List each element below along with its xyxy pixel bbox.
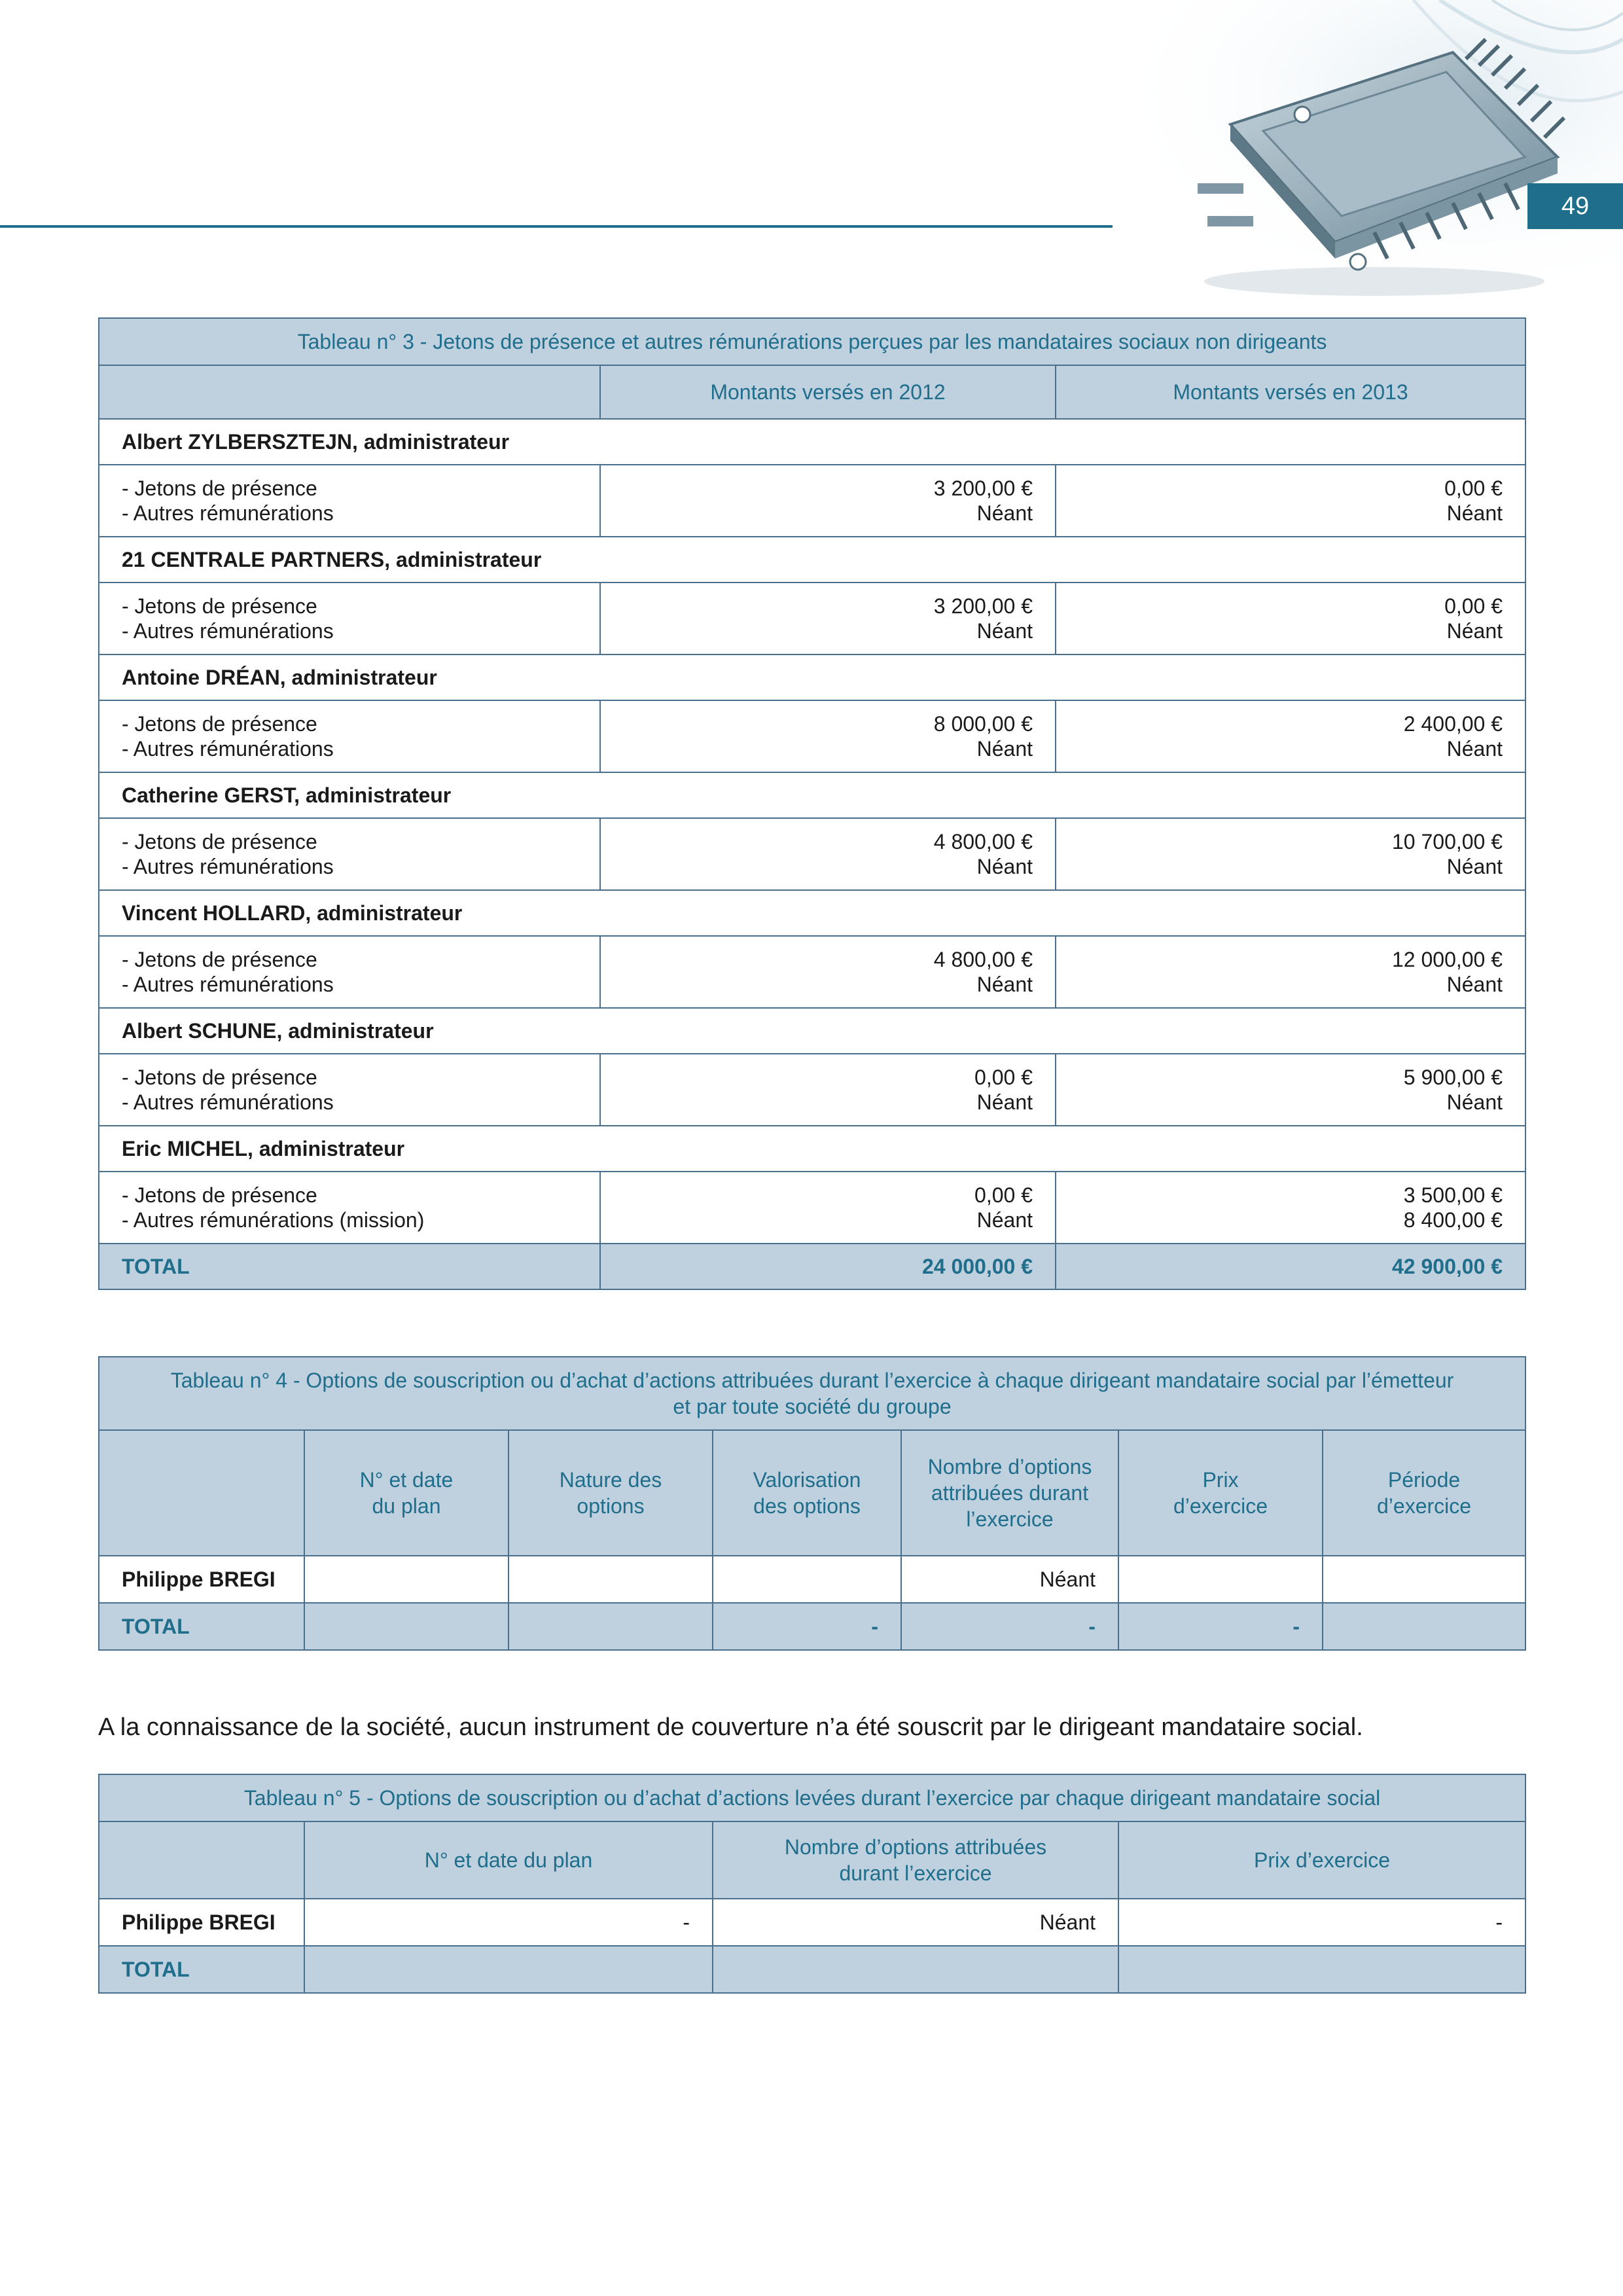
label-jetons: - Jetons de présence bbox=[122, 830, 317, 853]
table-4-header-prix: Prix d’exercice bbox=[1118, 1430, 1323, 1556]
label-autres: - Autres rémunérations (mission) bbox=[122, 1208, 425, 1232]
amount-2013-jetons: 2 400,00 € bbox=[1403, 712, 1503, 736]
amount-2013-jetons: 0,00 € bbox=[1444, 594, 1503, 618]
table-4-header-plan: N° et date du plan bbox=[304, 1430, 508, 1556]
table-5-header-plan: N° et date du plan bbox=[304, 1821, 713, 1899]
amount-2012-autres: Néant bbox=[976, 855, 1033, 878]
amount-2013-autres: 8 400,00 € bbox=[1403, 1208, 1503, 1232]
director-name: Antoine DRÉAN, administrateur bbox=[99, 655, 1525, 700]
amount-2012-autres: Néant bbox=[976, 737, 1033, 761]
table-3 bbox=[98, 317, 1526, 1290]
table-4-header-nombre: Nombre d’options attribuées durant l’exercice bbox=[901, 1430, 1118, 1556]
table-3-header-2013: Montants versés en 2013 bbox=[1056, 365, 1525, 419]
amount-2013-jetons: 5 900,00 € bbox=[1403, 1066, 1503, 1089]
amounts-2012 bbox=[600, 818, 1056, 890]
table-3-total-2013: 42 900,00 € bbox=[1056, 1244, 1525, 1289]
table-5-header-prix: Prix d’exercice bbox=[1118, 1821, 1525, 1899]
component-illustration bbox=[1099, 0, 1623, 308]
table-4-total-label: TOTAL bbox=[99, 1603, 304, 1650]
label-autres: - Autres rémunérations bbox=[122, 973, 334, 996]
table-row bbox=[99, 537, 1525, 583]
amount-2012-autres: Néant bbox=[976, 1208, 1033, 1232]
table-3-caption: Tableau n° 3 - Jetons de présence et autres rémunérations perçues par les mandataires sociaux non dirigeants bbox=[99, 318, 1525, 365]
amount-2012-jetons: 3 200,00 € bbox=[933, 594, 1033, 618]
table-4-row-name: Philippe BREGI bbox=[99, 1556, 304, 1603]
table-5-header-empty bbox=[99, 1821, 304, 1899]
header-rule bbox=[0, 225, 1113, 228]
amounts-2012 bbox=[600, 583, 1056, 655]
table-row bbox=[99, 655, 1525, 700]
amounts-2013 bbox=[1056, 583, 1525, 655]
label-jetons: - Jetons de présence bbox=[122, 1183, 317, 1207]
table-3-header-empty bbox=[99, 365, 600, 419]
table-4-caption-line-2: et par toute société du groupe bbox=[673, 1395, 952, 1418]
table-row bbox=[99, 772, 1525, 818]
table-4-total-prix: - bbox=[1118, 1603, 1323, 1650]
table-3-header-2012: Montants versés en 2012 bbox=[600, 365, 1056, 419]
table-3-total-label: TOTAL bbox=[99, 1244, 600, 1289]
amount-2013-autres: Néant bbox=[1446, 619, 1503, 643]
label-autres: - Autres rémunérations bbox=[122, 501, 334, 525]
amount-2013-jetons: 0,00 € bbox=[1444, 476, 1503, 500]
label-jetons: - Jetons de présence bbox=[122, 1066, 317, 1089]
table-row bbox=[99, 1126, 1525, 1172]
table-4-header-nature: Nature des options bbox=[508, 1430, 713, 1556]
table-5-header-nombre: Nombre d’options attribuées durant l’exercice bbox=[713, 1821, 1118, 1899]
label-autres: - Autres rémunérations bbox=[122, 619, 334, 643]
table-row bbox=[99, 936, 1525, 1008]
amount-2012-jetons: 4 800,00 € bbox=[933, 948, 1033, 971]
table-4-row-value: Néant bbox=[901, 1556, 1118, 1603]
table-row bbox=[99, 818, 1525, 890]
table-row bbox=[99, 1054, 1525, 1126]
remuneration-labels bbox=[99, 818, 600, 890]
amounts-2013 bbox=[1056, 1172, 1525, 1244]
table-4-total-nombre: - bbox=[901, 1603, 1118, 1650]
amount-2012-autres: Néant bbox=[976, 973, 1033, 996]
remuneration-labels bbox=[99, 936, 600, 1008]
label-autres: - Autres rémunérations bbox=[122, 737, 334, 761]
table-4-header-valorisation: Valorisation des options bbox=[713, 1430, 901, 1556]
amount-2012-jetons: 0,00 € bbox=[974, 1183, 1033, 1207]
amount-2012-jetons: 0,00 € bbox=[974, 1066, 1033, 1089]
table-row bbox=[99, 890, 1525, 936]
amount-2013-autres: Néant bbox=[1446, 855, 1503, 878]
label-jetons: - Jetons de présence bbox=[122, 712, 317, 736]
table-row bbox=[99, 583, 1525, 655]
remuneration-labels bbox=[99, 465, 600, 537]
director-name: 21 CENTRALE PARTNERS, administrateur bbox=[99, 537, 1525, 583]
remuneration-labels bbox=[99, 1054, 600, 1126]
label-jetons: - Jetons de présence bbox=[122, 476, 317, 500]
amount-2013-jetons: 12 000,00 € bbox=[1391, 948, 1503, 971]
table-row bbox=[99, 465, 1525, 537]
table-5-row-prix: - bbox=[1118, 1899, 1525, 1946]
table-4 bbox=[98, 1356, 1526, 1651]
amounts-2013 bbox=[1056, 936, 1525, 1008]
table-3-total-2012: 24 000,00 € bbox=[600, 1244, 1056, 1289]
table-4-caption-line-1: Tableau n° 4 - Options de souscription ou d’achat d’actions attribuées durant l’exercice à chaque dirigeant mandataire social par l’émetteur bbox=[170, 1369, 1454, 1392]
amounts-2012 bbox=[600, 1054, 1056, 1126]
table-5-row-plan: - bbox=[304, 1899, 713, 1946]
table-4-header-periode: Période d’exercice bbox=[1323, 1430, 1525, 1556]
table-4-total-valorisation: - bbox=[713, 1603, 901, 1650]
amount-2012-autres: Néant bbox=[976, 501, 1033, 525]
amount-2013-jetons: 3 500,00 € bbox=[1403, 1183, 1503, 1207]
amount-2013-autres: Néant bbox=[1446, 501, 1503, 525]
label-jetons: - Jetons de présence bbox=[122, 594, 317, 618]
table-5-row-nombre: Néant bbox=[713, 1899, 1118, 1946]
label-autres: - Autres rémunérations bbox=[122, 1090, 334, 1114]
amounts-2013 bbox=[1056, 818, 1525, 890]
table-4-header-empty bbox=[99, 1430, 304, 1556]
remuneration-labels bbox=[99, 1172, 600, 1244]
amount-2012-jetons: 4 800,00 € bbox=[933, 830, 1033, 853]
table-5-row-name: Philippe BREGI bbox=[99, 1899, 304, 1946]
amounts-2013 bbox=[1056, 465, 1525, 537]
remuneration-labels bbox=[99, 583, 600, 655]
amount-2013-autres: Néant bbox=[1446, 973, 1503, 996]
amounts-2012 bbox=[600, 1172, 1056, 1244]
amount-2012-autres: Néant bbox=[976, 1090, 1033, 1114]
amounts-2012 bbox=[600, 936, 1056, 1008]
table-row bbox=[99, 700, 1525, 772]
amounts-2013 bbox=[1056, 1054, 1525, 1126]
table-3-body bbox=[99, 419, 1525, 1244]
coverage-note: A la connaissance de la société, aucun instrument de couverture n’a été souscrit par le dirigeant mandataire social. bbox=[98, 1713, 1363, 1741]
amount-2012-jetons: 3 200,00 € bbox=[933, 476, 1033, 500]
table-row bbox=[99, 1008, 1525, 1054]
director-name: Eric MICHEL, administrateur bbox=[99, 1126, 1525, 1172]
remuneration-labels bbox=[99, 700, 600, 772]
table-4-caption bbox=[99, 1357, 1525, 1430]
amounts-2013 bbox=[1056, 700, 1525, 772]
amount-2013-jetons: 10 700,00 € bbox=[1391, 830, 1503, 853]
director-name: Catherine GERST, administrateur bbox=[99, 772, 1525, 818]
director-name: Vincent HOLLARD, administrateur bbox=[99, 890, 1525, 936]
table-5-total-label: TOTAL bbox=[99, 1946, 304, 1993]
table-5 bbox=[98, 1774, 1526, 1994]
amount-2013-autres: Néant bbox=[1446, 737, 1503, 761]
amounts-2012 bbox=[600, 465, 1056, 537]
amounts-2012 bbox=[600, 700, 1056, 772]
table-5-caption: Tableau n° 5 - Options de souscription ou d’achat d’actions levées durant l’exercice par chaque dirigeant mandataire social bbox=[99, 1774, 1525, 1821]
director-name: Albert SCHUNE, administrateur bbox=[99, 1008, 1525, 1054]
table-row bbox=[99, 419, 1525, 465]
director-name: Albert ZYLBERSZTEJN, administrateur bbox=[99, 419, 1525, 465]
label-autres: - Autres rémunérations bbox=[122, 855, 334, 878]
amount-2013-autres: Néant bbox=[1446, 1090, 1503, 1114]
table-row bbox=[99, 1172, 1525, 1244]
amount-2012-autres: Néant bbox=[976, 619, 1033, 643]
page-number: 49 bbox=[1527, 183, 1623, 229]
label-jetons: - Jetons de présence bbox=[122, 948, 317, 971]
amount-2012-jetons: 8 000,00 € bbox=[933, 712, 1033, 736]
